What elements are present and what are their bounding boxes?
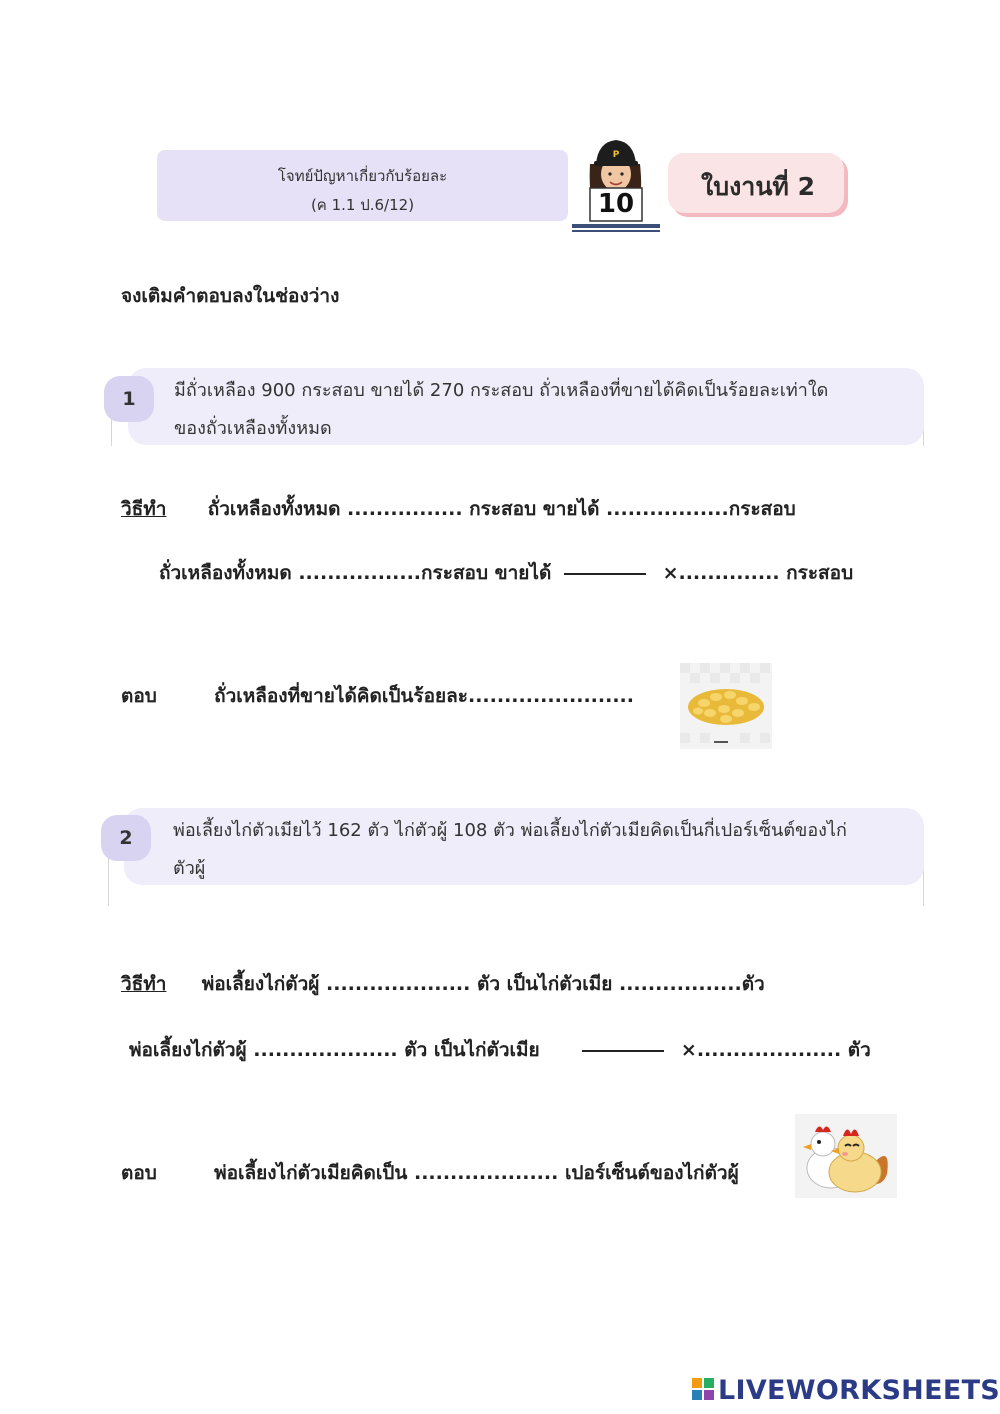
answer-label: ตอบ <box>121 1162 157 1184</box>
answer-text[interactable]: ถั่วเหลืองที่ขายได้คิดเป็นร้อยละ....................... <box>214 685 634 707</box>
liveworksheets-logo <box>692 1375 1000 1407</box>
method-label: วิธีทำ <box>121 973 167 995</box>
method-row-1 <box>121 969 765 999</box>
answer-row <box>121 1158 739 1188</box>
worksheet-label: ใบงานที่ 2 <box>701 172 815 201</box>
answer-text[interactable]: พ่อเลี้ยงไก่ตัวเมียคิดเป็น .................... เปอร์เซ็นต์ของไก่ตัวผู้ <box>214 1162 739 1184</box>
method-row-1 <box>121 494 796 524</box>
question-text-line2: ของถั่วเหลืองทั้งหมด <box>174 418 332 439</box>
question-text-line2: ตัวผู้ <box>173 858 206 879</box>
method-text[interactable]: พ่อเลี้ยงไก่ตัวผู้ .................... ตัว เป็นไก่ตัวเมีย <box>129 1039 540 1061</box>
topic-box <box>157 150 568 221</box>
question-text-line1: พ่อเลี้ยงไก่ตัวเมียไว้ 162 ตัว ไก่ตัวผู้ 108 ตัว พ่อเลี้ยงไก่ตัวเมียคิดเป็นกี่เปอร์เซ็นต์ของไก่ <box>173 820 847 841</box>
question-text-line1: มีถั่วเหลือง 900 กระสอบ ขายได้ 270 กระสอบ ถั่วเหลืองที่ขายได้คิดเป็นร้อยละเท่าใด <box>174 380 829 401</box>
method-row-2 <box>159 558 853 588</box>
fraction-line[interactable] <box>564 573 646 575</box>
answer-label: ตอบ <box>121 685 157 707</box>
logo-text: LIVEWORKSHEETS <box>718 1375 1000 1406</box>
mascot-number: 10 <box>597 189 635 219</box>
soybean-pile-image <box>680 663 772 749</box>
question-number: 2 <box>101 815 151 861</box>
instruction-text: จงเติมคำตอบลงในช่องว่าง <box>121 285 340 307</box>
method-row-2 <box>129 1035 871 1065</box>
topic-standard: (ค 1.1 ป.6/12) <box>310 196 415 214</box>
method-text[interactable]: ถั่วเหลืองทั้งหมด .................กระสอบ ขายได้ <box>159 562 552 584</box>
method-text[interactable]: พ่อเลี้ยงไก่ตัวผู้ .................... ตัว เป็นไก่ตัวเมีย .................ตัว <box>201 973 765 995</box>
topic-title: โจทย์ปัญหาเกี่ยวกับร้อยละ <box>277 167 448 185</box>
question-number: 1 <box>104 376 154 422</box>
chickens-image <box>795 1114 897 1198</box>
method-text[interactable]: ถั่วเหลืองทั้งหมด ................ กระสอบ ขายได้ .................กระสอบ <box>207 498 796 520</box>
answer-row <box>121 681 634 711</box>
method-text-multiply[interactable]: ×.................... ตัว <box>680 1039 871 1061</box>
method-text-multiply[interactable]: ×.............. กระสอบ <box>662 562 854 584</box>
method-label: วิธีทำ <box>121 498 167 520</box>
worksheet-badge <box>668 153 848 217</box>
svg-text:P: P <box>612 150 620 160</box>
mascot-image <box>568 134 664 236</box>
logo-grid-icon <box>692 1376 714 1407</box>
fraction-line[interactable] <box>582 1050 664 1052</box>
